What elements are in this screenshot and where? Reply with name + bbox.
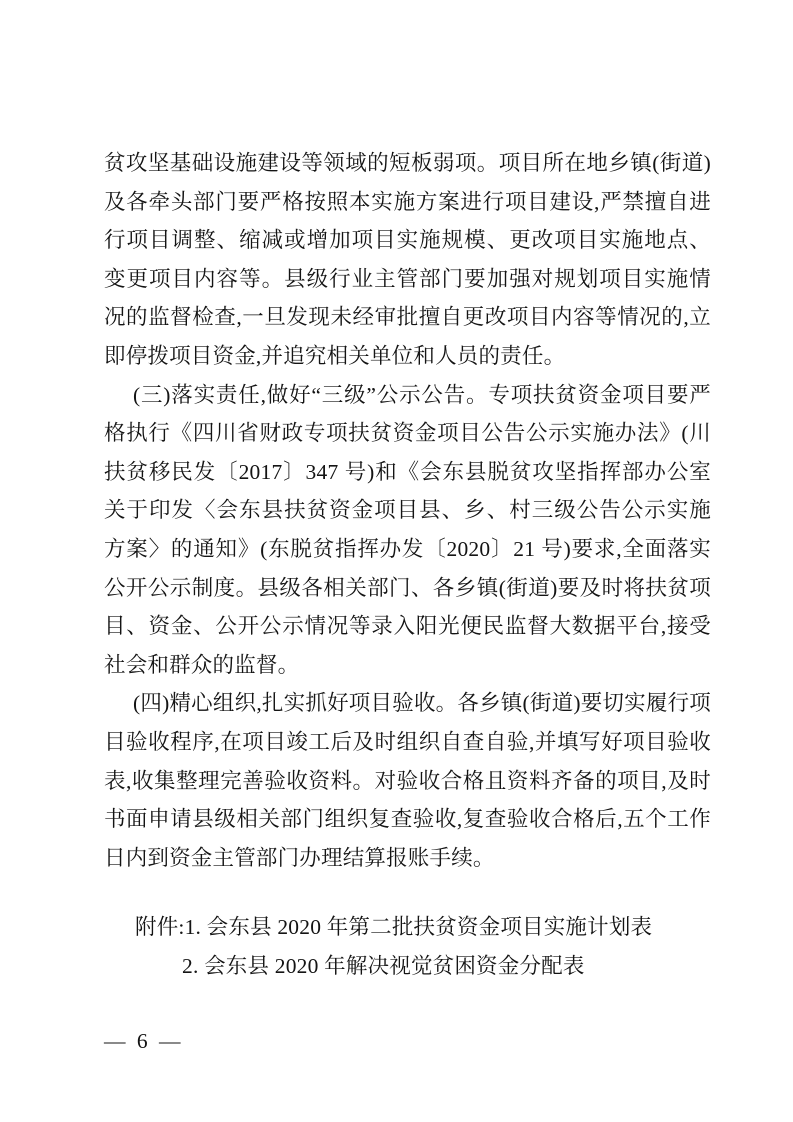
paragraph-text: 贫攻坚基础设施建设等领域的短板弱项。项目所在地乡镇(街道)及各牵头部门要严格按照本实施方案进行项目建设,严禁擅自进行项目调整、缩减或增加项目实施规模、更改项目实施地点、变更项目内容等。县级行业主管部门要加强对规划项目实施情况的监督检查,一旦发现未经审批擅自更改项目内容等情况的,立即停拨项目资金,并追究相关单位和人员的责任。 bbox=[104, 151, 711, 368]
paragraph-section-4 bbox=[104, 684, 711, 877]
document-body bbox=[104, 144, 711, 985]
attachment-item bbox=[135, 908, 711, 947]
attachments-block bbox=[135, 908, 711, 985]
paragraph-text: 专项扶贫资金项目要严格执行《四川省财政专项扶贫资金项目公告公示实施办法》(川扶贫移民发〔2017〕347 号)和《会东县脱贫攻坚指挥部办公室关于印发〈会东县扶贫资金项目县、乡、村三级公告公示实施方案〉的通知》(东脱贫指挥办发〔2020〕21 号)要求,全面落实公开公示制度。县级各相关部门、各乡镇(街道)要及时将扶贫项目、资金、公开公示情况等录入阳光便民监督大数据平台,接受社会和群众的监督。 bbox=[104, 382, 711, 677]
paragraph-continued bbox=[104, 144, 711, 376]
attachment-item bbox=[182, 947, 711, 986]
page-number: — 6 — bbox=[104, 1029, 184, 1053]
attachment-item-1: 1. 会东县 2020 年第二批扶贫资金项目实施计划表 bbox=[184, 915, 653, 940]
paragraph-section-3 bbox=[104, 376, 711, 685]
attachment-item-2: 2. 会东县 2020 年解决视觉贫困资金分配表 bbox=[182, 953, 585, 978]
paragraph-text: 各乡镇(街道)要切实履行项目验收程序,在项目竣工后及时组织自查自验,并填写好项目验收表,收集整理完善验收资料。对验收合格且资料齐备的项目,及时书面申请县级相关部门组织复查验收,复查验收合格后,五个工作日内到资金主管部门办理结算报账手续。 bbox=[104, 691, 711, 870]
attachments-label: 附件: bbox=[135, 915, 185, 940]
section-3-heading: (三)落实责任,做好“三级”公示公告。 bbox=[133, 382, 489, 407]
section-4-heading: (四)精心组织,扎实抓好项目验收。 bbox=[133, 691, 458, 716]
